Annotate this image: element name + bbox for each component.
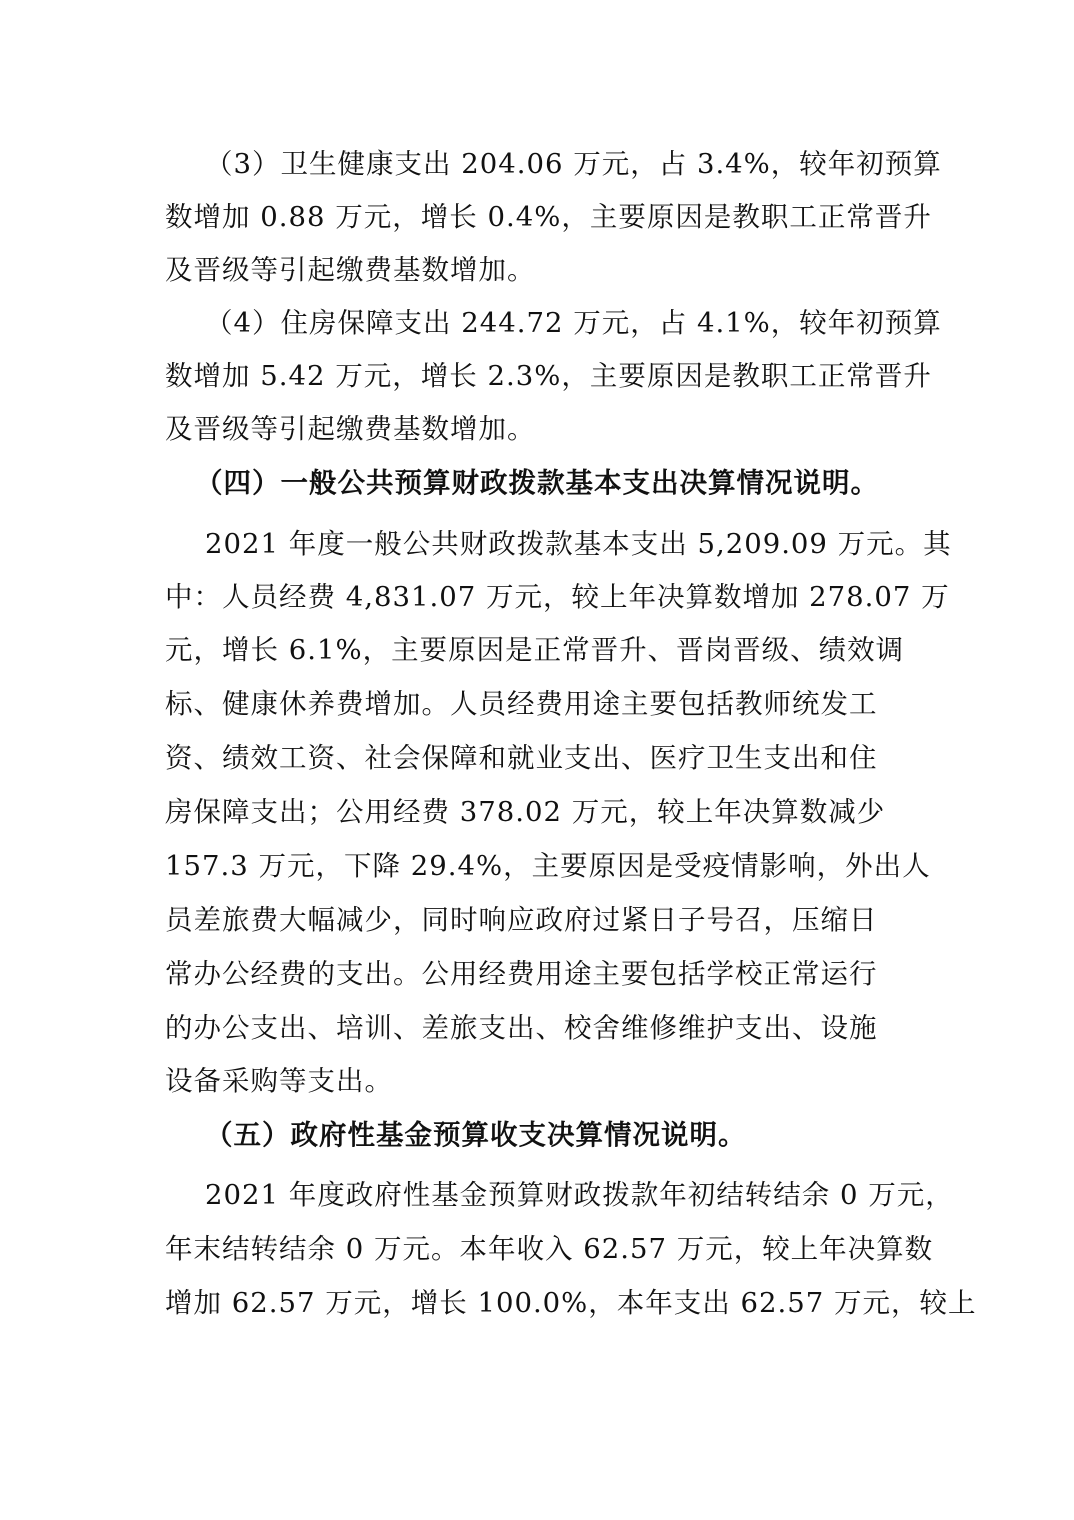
paragraph-housing-line-1: （4）住房保障支出 244.72 万元，占 4.1%，较年初预算 <box>205 307 942 339</box>
paragraph-fund-line-3: 增加 62.57 万元，增长 100.0%，本年支出 62.57 万元，较上 <box>165 1287 977 1319</box>
paragraph-basic-line-10: 的办公支出、培训、差旅支出、校舍维修维护支出、设施 <box>165 1012 878 1044</box>
paragraph-basic-line-5: 资、绩效工资、社会保障和就业支出、医疗卫生支出和住 <box>165 742 878 774</box>
paragraph-housing-line-3: 及晋级等引起缴费基数增加。 <box>165 413 536 445</box>
paragraph-basic-line-9: 常办公经费的支出。公用经费用途主要包括学校正常运行 <box>165 958 878 990</box>
paragraph-basic-line-2: 中：人员经费 4,831.07 万元，较上年决算数增加 278.07 万 <box>165 581 950 613</box>
section-heading-5: （五）政府性基金预算收支决算情况说明。 <box>205 1119 747 1151</box>
paragraph-housing-line-2: 数增加 5.42 万元，增长 2.3%，主要原因是教职工正常晋升 <box>165 360 932 392</box>
section-heading-4: （四）一般公共预算财政拨款基本支出决算情况说明。 <box>195 467 879 499</box>
paragraph-basic-line-3: 元，增长 6.1%，主要原因是正常晋升、晋岗晋级、绩效调 <box>165 634 905 666</box>
paragraph-fund-line-2: 年末结转结余 0 万元。本年收入 62.57 万元，较上年决算数 <box>165 1233 934 1265</box>
paragraph-fund-line-1: 2021 年度政府性基金预算财政拨款年初结转结余 0 万元， <box>205 1179 954 1211</box>
paragraph-basic-line-11: 设备采购等支出。 <box>165 1065 393 1097</box>
paragraph-basic-line-6: 房保障支出；公用经费 378.02 万元，较上年决算数减少 <box>165 796 886 828</box>
paragraph-health-line-1: （3）卫生健康支出 204.06 万元，占 3.4%，较年初预算 <box>205 148 942 180</box>
paragraph-health-line-3: 及晋级等引起缴费基数增加。 <box>165 254 536 286</box>
paragraph-basic-line-1: 2021 年度一般公共财政拨款基本支出 5,209.09 万元。其 <box>205 528 952 560</box>
paragraph-health-line-2: 数增加 0.88 万元，增长 0.4%，主要原因是教职工正常晋升 <box>165 201 932 233</box>
paragraph-basic-line-8: 员差旅费大幅减少，同时响应政府过紧日子号召，压缩日 <box>165 904 878 936</box>
paragraph-basic-line-7: 157.3 万元，下降 29.4%，主要原因是受疫情影响，外出人 <box>165 850 931 882</box>
paragraph-basic-line-4: 标、健康休养费增加。人员经费用途主要包括教师统发工 <box>165 688 878 720</box>
